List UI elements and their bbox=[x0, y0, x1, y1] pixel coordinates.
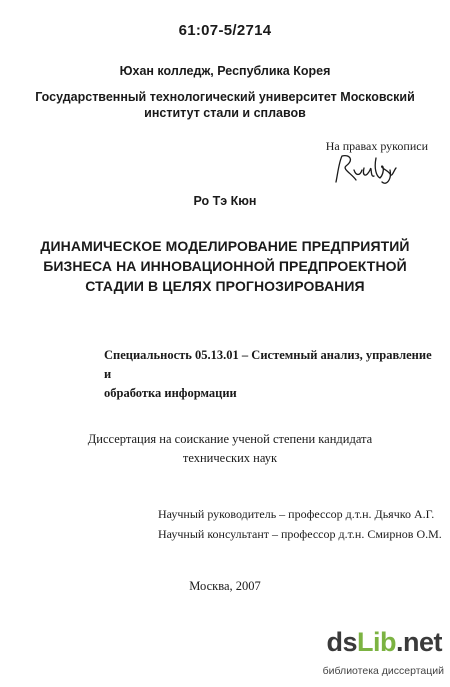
college-name: Юхан колледж, Республика Корея bbox=[119, 64, 331, 78]
scientific-supervisor: Научный руководитель – профессор д.т.н. Дьячко А.Г. bbox=[158, 507, 435, 521]
degree-line-1: Диссертация на соискание ученой степени кандидата bbox=[87, 432, 373, 446]
dslib-logo bbox=[326, 627, 442, 657]
author-name: Ро Тэ Кюн bbox=[193, 194, 257, 208]
university-line-2: институт стали и сплавов bbox=[144, 106, 306, 120]
specialty-line-2: обработка информации bbox=[104, 386, 237, 400]
advisors-block bbox=[158, 504, 442, 544]
dissertation-degree bbox=[0, 430, 450, 468]
university-line-1: Государственный технологический университет Московский bbox=[35, 90, 415, 104]
manuscript-rights-note: На правах рукописи bbox=[325, 139, 428, 153]
logo-ds: ds bbox=[326, 627, 357, 657]
title-line-3: СТАДИИ В ЦЕЛЯХ ПРОГНОЗИРОВАНИЯ bbox=[85, 278, 365, 294]
archive-code: 61:07-5/2714 bbox=[178, 22, 272, 39]
dslib-tagline: библиотека диссертаций bbox=[322, 665, 444, 677]
specialty bbox=[104, 346, 434, 403]
city-and-year: Москва, 2007 bbox=[189, 579, 261, 593]
title-line-2: БИЗНЕСА НА ИННОВАЦИОННОЙ ПРЕДПРОЕКТНОЙ bbox=[43, 258, 407, 274]
degree-line-2: технических наук bbox=[182, 451, 278, 465]
dissertation-title bbox=[0, 236, 450, 296]
logo-net: .net bbox=[395, 627, 442, 657]
dslib-watermark bbox=[304, 627, 444, 679]
logo-lib: Lib bbox=[356, 627, 396, 657]
handwritten-signature bbox=[330, 152, 402, 188]
scientific-consultant: Научный консультант – профессор д.т.н. Смирнов О.М. bbox=[158, 527, 442, 541]
specialty-line-1: Специальность 05.13.01 – Системный анализ, управление и bbox=[104, 348, 432, 381]
title-line-1: ДИНАМИЧЕСКОЕ МОДЕЛИРОВАНИЕ ПРЕДПРИЯТИЙ bbox=[40, 238, 410, 254]
university-name bbox=[0, 89, 450, 121]
